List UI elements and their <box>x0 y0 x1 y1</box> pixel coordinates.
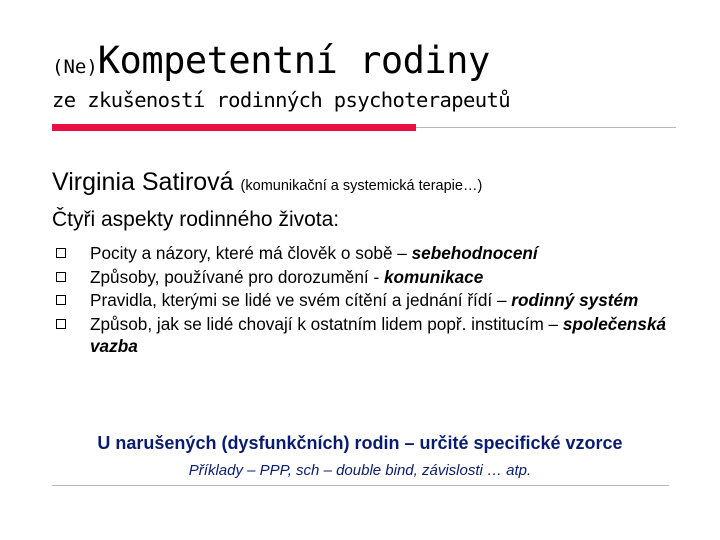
author-note: (komunikační a systemická terapie…) <box>240 178 483 194</box>
list-item-text: Pravidla, kterými se lidé ve svém cítění a jednání řídí – <box>90 290 512 310</box>
title-divider-line <box>416 127 676 128</box>
author-line <box>52 168 482 197</box>
square-bullet-icon <box>56 272 66 282</box>
title-prefix: (Ne) <box>52 56 98 78</box>
author-name: Virginia Satirová <box>52 168 234 196</box>
list-item-key: rodinný systém <box>511 290 639 310</box>
list-item <box>56 242 676 264</box>
list-item-key: společenská vazba <box>90 313 667 356</box>
list-item-key: komunikace <box>383 266 484 287</box>
examples-line: Příklady – PPP, sch – double bind, závislosti … atp. <box>188 462 532 479</box>
list-item-text: Pocity a názory, které má člověk o sobě – <box>90 243 412 263</box>
list-item <box>56 313 676 357</box>
slide-subtitle: ze zkušeností rodinných psychoterapeutů <box>52 88 510 112</box>
aspects-heading: Čtyři aspekty rodinného života: <box>52 208 340 231</box>
list-item-text: Způsob, jak se lidé chovají k ostatním lidem popř. institucím – <box>90 313 563 334</box>
list-item <box>56 289 676 311</box>
bottom-divider-line <box>52 485 669 486</box>
slide-title <box>52 39 490 82</box>
list-item-text: Způsoby, používané pro dorozumění - <box>90 266 384 287</box>
square-bullet-icon <box>56 295 66 305</box>
aspects-list <box>56 242 676 358</box>
list-item-key: sebehodnocení <box>411 243 538 263</box>
summary-line: U narušených (dysfunkčních) rodin – určité specifické vzorce <box>97 433 623 453</box>
title-accent-bar <box>52 124 416 131</box>
list-item <box>56 266 676 288</box>
square-bullet-icon <box>56 319 66 329</box>
title-main: Kompetentní rodiny <box>97 39 490 82</box>
square-bullet-icon <box>56 248 66 258</box>
